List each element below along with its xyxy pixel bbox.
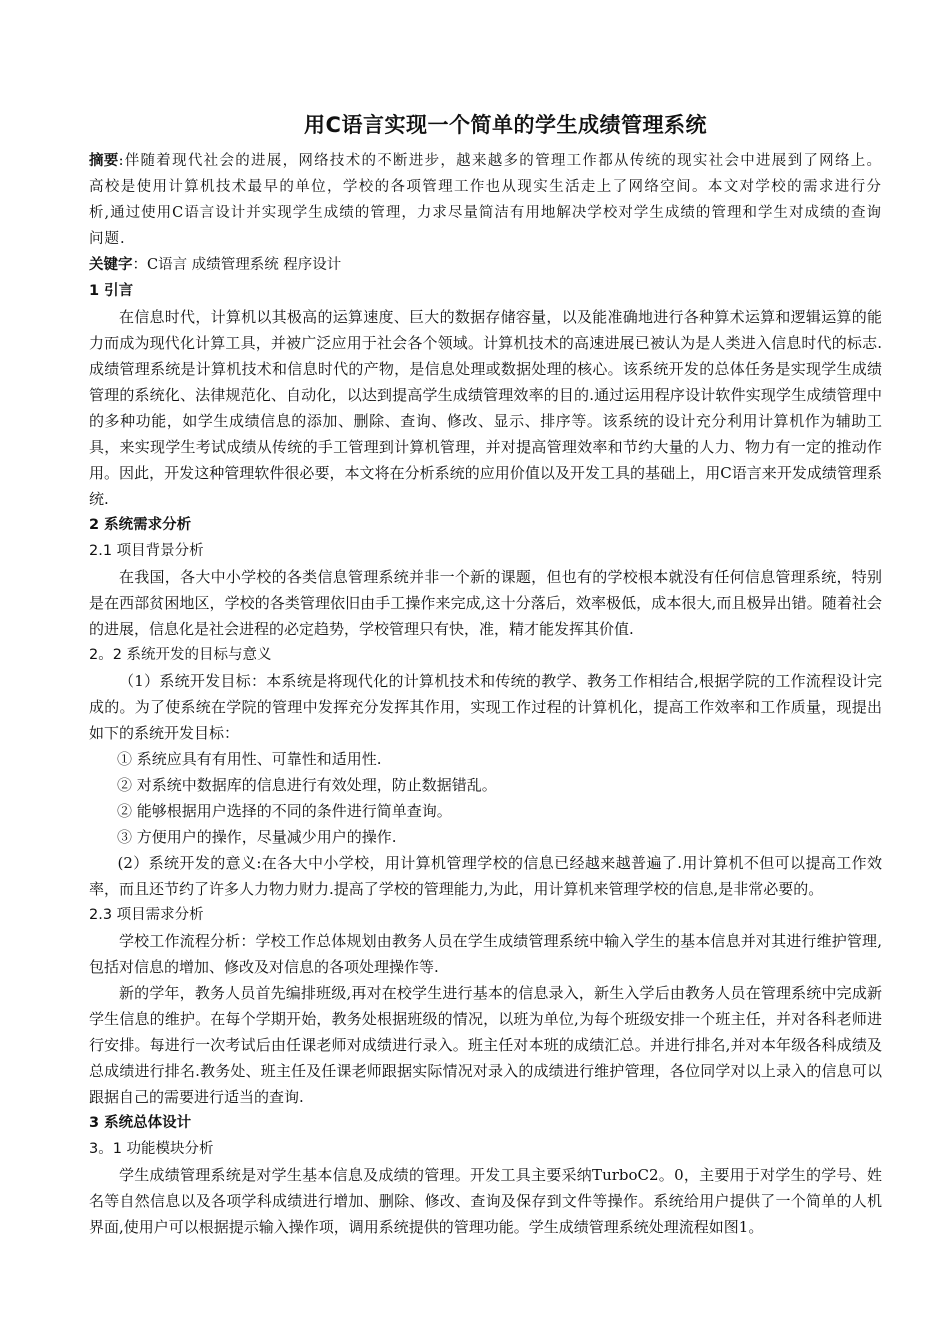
goal-list-item: ② 能够根据用户选择的不同的条件进行简单查询。 bbox=[117, 802, 452, 820]
keywords bbox=[89, 252, 882, 278]
abstract-text: :伴随着现代社会的进展，网络技术的不断进步，越来越多的管理工作都从传统的现实社会中进展到了网络上。高校是使用计算机技术最早的单位，学校的各项管理工作也从现实生活走上了网络空间。本文对学校的需求进行分析,通过使用C语言设计并实现学生成绩的管理，力求尽量简洁有用地解决学校对学生成绩的管理和学生对成绩的查询问题. bbox=[89, 153, 883, 247]
section-heading-1: 1 引言 bbox=[89, 283, 134, 299]
paragraph-significance: (2）系统开发的意义:在各大中小学校，用计算机管理学校的信息已经越来越普遍了.用计算机不但可以提高工作效率，而且还节约了许多人力物力财力.提高了学校的管理能力,为此，用计算机来管理学校的信息,是非常必要的。 bbox=[89, 854, 882, 898]
section-heading-2: 2 系统需求分析 bbox=[89, 517, 192, 533]
subsection-heading-2-1: 2.1 项目背景分析 bbox=[89, 543, 204, 559]
goal-list-item: ② 对系统中数据库的信息进行有效处理，防止数据错乱。 bbox=[117, 776, 497, 794]
keywords-text: ：C语言 成绩管理系统 程序设计 bbox=[132, 257, 342, 273]
subsection-heading-2-3: 2.3 项目需求分析 bbox=[89, 907, 204, 923]
paragraph-new-year: 新的学年，教务人员首先编排班级,再对在校学生进行基本的信息录入，新生入学后由教务人员在管理系统中完成新学生信息的维护。在每个学期开始，教务处根据班级的情况，以班为单位,为每个班级安排一个班主任，并对各科老师进行安排。每进行一次考试后由任课老师对成绩进行录入。班主任对本班的成绩汇总。并进行排名,并对本年级各科成绩及总成绩进行排名.教务处、班主任及任课老师跟据实际情况对录入的成绩进行维护管理，各位同学对以上录入的信息可以跟据自己的需要进行适当的查询. bbox=[89, 984, 882, 1106]
document-content bbox=[89, 108, 882, 1240]
paragraph-goals: （1）系统开发目标：本系统是将现代化的计算机技术和传统的教学、教务工作相结合,根据学院的工作流程设计完成的。为了使系统在学院的管理中发挥充分发挥其作用，实现工作过程的计算机化，提高工作效率和工作质量，现提出如下的系统开发目标： bbox=[89, 672, 882, 742]
paragraph-workflow: 学校工作流程分析：学校工作总体规划由教务人员在学生成绩管理系统中输入学生的基本信息并对其进行维护管理,包括对信息的增加、修改及对信息的各项处理操作等. bbox=[89, 932, 882, 976]
goal-list-item: ③ 方便用户的操作，尽量减少用户的操作. bbox=[117, 828, 397, 846]
abstract bbox=[89, 148, 882, 252]
document-title: 用C语言实现一个简单的学生成绩管理系统 bbox=[304, 113, 707, 137]
paragraph-modules: 学生成绩管理系统是对学生基本信息及成绩的管理。开发工具主要采纳TurboC2。0，主要用于对学生的学号、姓名等自然信息以及各项学科成绩进行增加、删除、修改、查询及保存到文件等操作。系统给用户提供了一个简单的人机界面,使用户可以根据提示输入操作项，调用系统提供的管理功能。学生成绩管理系统处理流程如图1。 bbox=[89, 1166, 882, 1236]
subsection-heading-3-1: 3。1 功能模块分析 bbox=[89, 1141, 214, 1157]
keywords-label: 关键字 bbox=[89, 256, 133, 273]
goal-list-item: ① 系统应具有有用性、可靠性和适用性. bbox=[117, 750, 382, 768]
paragraph-background: 在我国，各大中小学校的各类信息管理系统并非一个新的课题，但也有的学校根本就没有任何信息管理系统，特别是在西部贫困地区，学校的各类管理依旧由手工操作来完成,这十分落后，效率极低，成本很大,而且极异出错。随着社会的进展，信息化是社会进程的必定趋势，学校管理只有快，准，精才能发挥其价值. bbox=[89, 568, 882, 638]
section-heading-3: 3 系统总体设计 bbox=[89, 1115, 192, 1131]
abstract-label: 摘要 bbox=[89, 152, 119, 169]
subsection-heading-2-2: 2。2 系统开发的目标与意义 bbox=[89, 647, 272, 663]
paragraph-intro: 在信息时代，计算机以其极高的运算速度、巨大的数据存储容量，以及能准确地进行各种算术运算和逻辑运算的能力而成为现代化计算工具，并被广泛应用于社会各个领域。计算机技术的高速进展已被认为是人类进入信息时代的标志.成绩管理系统是计算机技术和信息时代的产物，是信息处理或数据处理的核心。该系统开发的总体任务是实现学生成绩管理的系统化、法律规范化、自动化，以达到提高学生成绩管理效率的目的.通过运用程序设计软件实现学生成绩管理中的多种功能，如学生成绩信息的添加、删除、查询、修改、显示、排序等。该系统的设计充分利用计算机作为辅助工具，来实现学生考试成绩从传统的手工管理到计算机管理，并对提高管理效率和节约大量的人力、物力有一定的推动作用。因此，开发这种管理软件很必要，本文将在分析系统的应用价值以及开发工具的基础上，用C语言来开发成绩管理系统. bbox=[89, 308, 882, 508]
